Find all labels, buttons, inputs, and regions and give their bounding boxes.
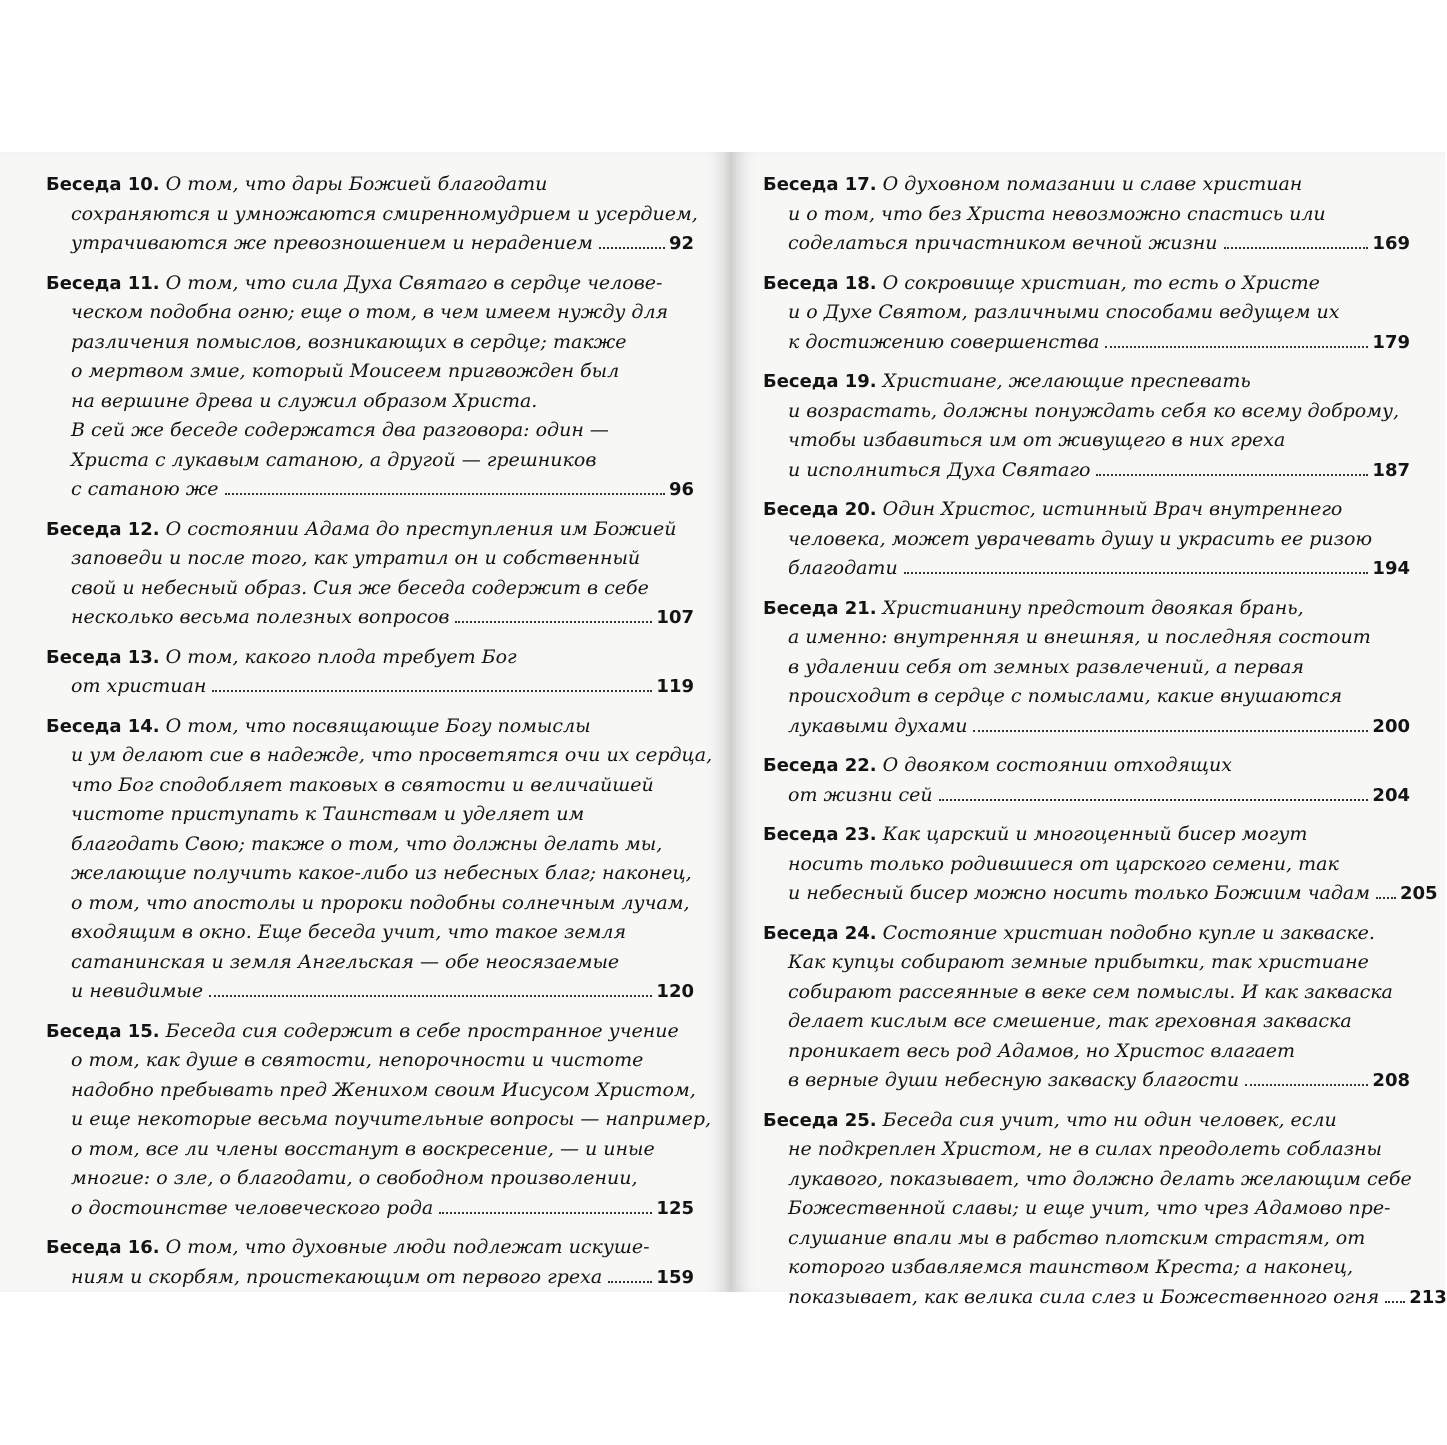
toc-entry-line	[46, 948, 694, 978]
toc-entry-text: с сатаною же	[71, 478, 219, 500]
toc-entry-text: свой и небесный образ. Сия же беседа содержит в себе	[71, 576, 649, 599]
toc-page-number: 204	[1372, 784, 1410, 806]
toc-entry-text: Беседа сия учит, что ни один человек, если	[882, 1108, 1337, 1131]
toc-entry-line	[763, 200, 1410, 230]
toc-entry-text: многие: о зле, о благодати, о свободном произволении,	[71, 1167, 638, 1189]
toc-entry-line	[763, 820, 1410, 850]
toc-entry-line	[763, 1135, 1410, 1165]
toc-entry-text: проникает весь род Адамов, но Христос влагает	[788, 1039, 1296, 1062]
toc-entry-text: Как царский и многоценный бисер могут	[882, 823, 1308, 845]
toc-entry-line	[763, 1066, 1410, 1096]
toc-page-number: 179	[1372, 331, 1410, 353]
toc-entry-text: о достоинстве человеческого рода	[71, 1196, 434, 1219]
toc-entry-text: и еще некоторые весьма поучительные вопросы — например,	[71, 1108, 712, 1130]
toc-entry-line	[46, 1046, 694, 1076]
toc-entry-label: Беседа 23.	[763, 824, 877, 845]
toc-entry-text: показывает, как велика сила слез и Божественного огня	[788, 1285, 1380, 1308]
toc-entry	[46, 170, 698, 259]
toc-entry-line	[46, 672, 694, 702]
toc-entry-text: о том, что апостолы и пророки подобны солнечным лучам,	[71, 891, 690, 914]
toc-entry-line	[763, 712, 1410, 742]
dot-leader	[973, 730, 1368, 732]
toc-entry-text: желающие получить какое-либо из небесных благ; наконец,	[71, 862, 692, 884]
toc-entry-text: собирают рассеянные в веке сем помыслы. И как закваска	[788, 980, 1393, 1003]
toc-entry-line	[763, 495, 1410, 525]
toc-entry-text: Божественной славы; и еще учит, что чрез Адамово пре-	[788, 1197, 1391, 1219]
toc-entry-text: и о том, что без Христа невозможно спастись или	[788, 202, 1326, 225]
toc-entry-line	[763, 298, 1410, 328]
toc-entry-line	[763, 525, 1410, 555]
dot-leader	[1376, 897, 1396, 899]
dot-leader	[212, 690, 652, 692]
toc-page-number: 120	[656, 981, 694, 1002]
toc-entry-line	[46, 200, 698, 230]
toc-entry-line	[763, 751, 1410, 781]
toc-entry-line	[46, 170, 694, 200]
toc-entry	[46, 643, 694, 702]
toc-entry-line	[763, 397, 1410, 427]
left-page	[0, 152, 726, 1292]
toc-entry-text: О том, какого плода требует Бог	[165, 645, 517, 668]
toc-page-number: 205	[1399, 883, 1438, 904]
toc-entry-label: Беседа 15.	[46, 1020, 160, 1042]
dot-leader	[225, 493, 665, 495]
toc-entry-text: на вершине древа и служил образом Христа.	[71, 389, 538, 412]
toc-entry-line	[46, 357, 694, 387]
toc-entry-label: Беседа 16.	[46, 1237, 160, 1258]
toc-entry-line	[763, 919, 1410, 949]
toc-entry-label: Беседа 18.	[763, 272, 877, 294]
dot-leader	[1224, 247, 1369, 249]
toc-entry-text: В сей же беседе содержатся два разговора: один —	[71, 419, 609, 441]
toc-entry-text: О духовном помазании и славе христиан	[882, 173, 1303, 195]
toc-entry-text: чтобы избавиться им от живущего в них греха	[788, 429, 1286, 451]
dot-leader	[1385, 1301, 1405, 1303]
toc-entry-text: о мертвом змие, который Моисеем пригвожден был	[71, 360, 620, 382]
toc-entry-line	[763, 1224, 1410, 1254]
toc-entry-line	[46, 1076, 694, 1106]
toc-entry	[46, 1017, 712, 1224]
toc-entry-text: Один Христос, истинный Врач внутреннего	[882, 498, 1343, 520]
toc-page-number: 200	[1372, 715, 1410, 737]
toc-entry-text: в удалении себя от земных развлечений, а первая	[788, 655, 1304, 678]
toc-entry	[763, 820, 1438, 909]
toc-entry-text: о том, как душе в святости, непорочности и чистоте	[71, 1049, 644, 1071]
toc-entry-label: Беседа 17.	[763, 174, 877, 195]
toc-page-number: 208	[1372, 1070, 1410, 1091]
toc-entry-line	[46, 229, 694, 259]
toc-entry	[763, 170, 1410, 259]
toc-entry-text: человека, может уврачевать душу и украсить ее ризою	[788, 527, 1373, 550]
toc-entry-line	[763, 456, 1410, 486]
toc-entry-text: о том, все ли члены восстанут в воскресение, — и иные	[71, 1137, 655, 1160]
dot-leader	[599, 247, 665, 249]
toc-entry-text: чистоте приступать к Таинствам и уделяет им	[71, 803, 585, 825]
toc-entry	[763, 269, 1410, 358]
dot-leader	[939, 799, 1369, 801]
toc-entry-line	[46, 1194, 694, 1224]
toc-entry-text: и исполниться Духа Святаго	[788, 458, 1091, 481]
toc-entry-line	[763, 1194, 1410, 1224]
toc-entry-line	[763, 1037, 1410, 1067]
toc-entry-line	[46, 741, 713, 771]
toc-entry-line	[46, 574, 694, 604]
toc-entry-line	[46, 643, 694, 673]
toc-entry-text: и невидимые	[71, 980, 204, 1002]
toc-entry-text: в верные души небесную закваску благости	[788, 1069, 1240, 1091]
toc-entry-label: Беседа 24.	[763, 922, 877, 944]
toc-entry-text: утрачиваются же превозношением и нерадением	[71, 232, 593, 254]
toc-entry-line	[46, 269, 694, 299]
toc-entry	[763, 495, 1410, 584]
toc-entry-line	[46, 1105, 712, 1135]
toc-entry-text: Христа с лукавым сатаною, а другой — грешников	[71, 448, 597, 471]
toc-entry-line	[763, 850, 1410, 880]
toc-entry-text: Состояние христиан подобно купле и закваске.	[882, 921, 1375, 944]
toc-entry-label: Беседа 22.	[763, 755, 877, 776]
toc-entry-text: и небесный бисер можно носить только Божиим чадам	[788, 882, 1370, 904]
toc-entry-line	[46, 544, 694, 574]
toc-entry-text: и о Духе Святом, различными способами ведущем их	[788, 301, 1340, 323]
toc-entry-text: лукавого, показывает, что должно делать желающим себе	[788, 1167, 1412, 1190]
toc-entry-label: Беседа 13.	[46, 646, 160, 668]
toc-entry	[46, 269, 694, 505]
toc-entry-line	[46, 416, 694, 446]
toc-entry-line	[46, 712, 694, 742]
dot-leader	[608, 1281, 652, 1283]
toc-entry-text: носить только родившиеся от царского семени, так	[788, 852, 1339, 875]
toc-entry-line	[46, 918, 694, 948]
toc-list	[46, 170, 713, 1302]
toc-entry-label: Беседа 20.	[763, 499, 877, 520]
toc-entry-label: Беседа 21.	[763, 597, 877, 619]
toc-entry	[46, 1233, 694, 1292]
toc-entry-line	[763, 426, 1410, 456]
toc-entry-text: от жизни сей	[788, 783, 933, 806]
toc-entry-text: благодать Свою; также о том, что должны делать мы,	[71, 832, 663, 855]
toc-entry-text: О том, что дары Божией благодати	[165, 173, 548, 195]
toc-entry-text: О сокровище христиан, то есть о Христе	[882, 271, 1320, 294]
toc-page-number: 169	[1372, 233, 1410, 254]
toc-entry-text: не подкреплен Христом, не в силах преодолеть соблазны	[788, 1138, 1382, 1160]
toc-entry-text: которого избавляемся таинством Креста; а наконец,	[788, 1256, 1354, 1278]
toc-entry-text: сохраняются и умножаются смиренномудрием и усердием,	[71, 202, 698, 225]
toc-entry-text: делает кислым все смешение, так греховная закваска	[788, 1010, 1352, 1032]
toc-entry-text: О том, что духовные люди подлежат искуше-	[165, 1236, 650, 1258]
toc-entry-line	[763, 594, 1410, 624]
toc-entry-line	[46, 889, 694, 919]
toc-entry-line	[46, 830, 694, 860]
toc-entry-text: надобно пребывать пред Женихом своим Иисусом Христом,	[71, 1078, 696, 1101]
toc-entry	[46, 515, 694, 633]
toc-entry-label: Беседа 25.	[763, 1109, 877, 1131]
toc-entry-line	[46, 1017, 694, 1047]
toc-entry-text: О состоянии Адама до преступления им Божией	[165, 517, 677, 540]
toc-entry-text: соделаться причастником вечной жизни	[788, 232, 1218, 254]
toc-entry-text: О двояком состоянии отходящих	[882, 754, 1232, 776]
toc-entry-line	[763, 682, 1410, 712]
toc-entry-text: и ум делают сие в надежде, что просветятся очи их сердца,	[71, 744, 713, 766]
toc-entry	[46, 712, 713, 1007]
toc-entry-line	[46, 603, 694, 633]
toc-entry-text: О том, что посвящающие Богу помыслы	[165, 714, 591, 737]
toc-entry-label: Беседа 12.	[46, 518, 160, 540]
toc-entry-text: ческом подобна огню; еще о том, в чем имеем нужду для	[71, 301, 669, 323]
toc-entry-text: происходит в сердце с помыслами, какие внушаются	[788, 685, 1343, 707]
toc-entry-line	[763, 170, 1410, 200]
toc-entry-line	[763, 1007, 1410, 1037]
toc-page-number: 107	[656, 607, 694, 628]
dot-leader	[1096, 474, 1368, 476]
toc-entry-line	[46, 1263, 694, 1293]
toc-entry-text: к достижению совершенства	[788, 330, 1100, 353]
toc-entry-line	[763, 623, 1410, 653]
toc-entry-line	[763, 948, 1410, 978]
dot-leader	[455, 621, 652, 623]
toc-entry-text: несколько весьма полезных вопросов	[71, 606, 450, 628]
toc-page-number: 194	[1372, 558, 1410, 579]
toc-list	[763, 170, 1447, 1322]
toc-page-number: 213	[1409, 1286, 1447, 1308]
toc-entry-line	[763, 269, 1410, 299]
toc-entry-text: входящим в окно. Еще беседа учит, что такое земля	[71, 921, 627, 943]
toc-entry-line	[763, 328, 1410, 358]
toc-page-number: 159	[656, 1266, 694, 1288]
toc-page-number: 119	[656, 676, 694, 697]
toc-entry-line	[763, 978, 1410, 1008]
toc-entry	[763, 1106, 1447, 1313]
toc-entry-text: Христиане, желающие преспевать	[882, 370, 1251, 392]
dot-leader	[904, 572, 1369, 574]
toc-entry-text: слушание впали мы в рабство плотским страстям, от	[788, 1226, 1366, 1249]
toc-entry-text: Христианину предстоит двоякая брань,	[882, 596, 1304, 619]
dot-leader	[439, 1212, 652, 1214]
toc-entry-text: Как купцы собирают земные прибытки, так христиане	[788, 951, 1369, 973]
toc-entry-text: а именно: внутренняя и внешняя, и последняя состоит	[788, 626, 1371, 648]
toc-entry	[763, 594, 1410, 742]
toc-entry-line	[763, 781, 1410, 811]
toc-entry	[763, 919, 1410, 1096]
dot-leader	[1105, 346, 1368, 348]
dot-leader	[1245, 1084, 1368, 1086]
toc-page-number: 96	[668, 479, 694, 500]
toc-entry-line	[763, 1283, 1447, 1313]
dot-leader	[209, 995, 652, 997]
toc-entry-line	[763, 229, 1410, 259]
toc-entry-label: Беседа 11.	[46, 272, 160, 294]
toc-entry-line	[763, 1165, 1410, 1195]
toc-entry-line	[46, 771, 694, 801]
toc-entry-line	[763, 554, 1410, 584]
toc-entry-text: благодати	[788, 557, 898, 579]
toc-entry-line	[46, 298, 694, 328]
toc-entry-line	[46, 1135, 694, 1165]
toc-entry-line	[46, 387, 694, 417]
toc-entry-line	[46, 859, 694, 889]
toc-entry-text: заповеди и после того, как утратил он и собственный	[71, 547, 641, 569]
toc-entry	[763, 751, 1410, 810]
toc-entry-line	[763, 1106, 1410, 1136]
toc-entry-label: Беседа 14.	[46, 715, 160, 737]
toc-page-number: 187	[1372, 459, 1410, 481]
toc-page-number: 125	[656, 1197, 694, 1219]
toc-page-number: 92	[668, 233, 694, 254]
toc-entry	[763, 367, 1410, 485]
right-page	[736, 152, 1447, 1308]
toc-entry-text: различения помыслов, возникающих в сердце; также	[71, 330, 627, 353]
toc-entry-line	[46, 977, 694, 1007]
toc-entry-text: О том, что сила Духа Святаго в сердце челове-	[165, 271, 663, 294]
toc-entry-line	[46, 1164, 694, 1194]
toc-entry-line	[763, 879, 1438, 909]
toc-entry-text: что Бог сподобляет таковых в святости и величайшей	[71, 773, 654, 796]
toc-entry-line	[46, 800, 694, 830]
toc-entry-line	[763, 1253, 1410, 1283]
toc-entry-line	[46, 328, 694, 358]
toc-entry-text: и возрастать, должны понуждать себя ко всему доброму,	[788, 399, 1400, 422]
toc-entry-line	[763, 653, 1410, 683]
toc-entry-text: ниям и скорбям, проистекающим от первого греха	[71, 1265, 603, 1288]
toc-entry-text: сатанинская и земля Ангельская — обе неосязаемые	[71, 950, 620, 973]
toc-entry-line	[46, 515, 694, 545]
toc-entry-label: Беседа 10.	[46, 174, 160, 195]
toc-entry-text: от христиан	[71, 675, 207, 697]
toc-entry-line	[46, 475, 694, 505]
toc-entry-text: лукавыми духами	[788, 714, 968, 737]
toc-entry-line	[763, 367, 1410, 397]
toc-entry-line	[46, 446, 694, 476]
toc-entry-label: Беседа 19.	[763, 371, 877, 392]
toc-entry-line	[46, 1233, 694, 1263]
toc-entry-text: Беседа сия содержит в себе пространное учение	[165, 1019, 679, 1042]
